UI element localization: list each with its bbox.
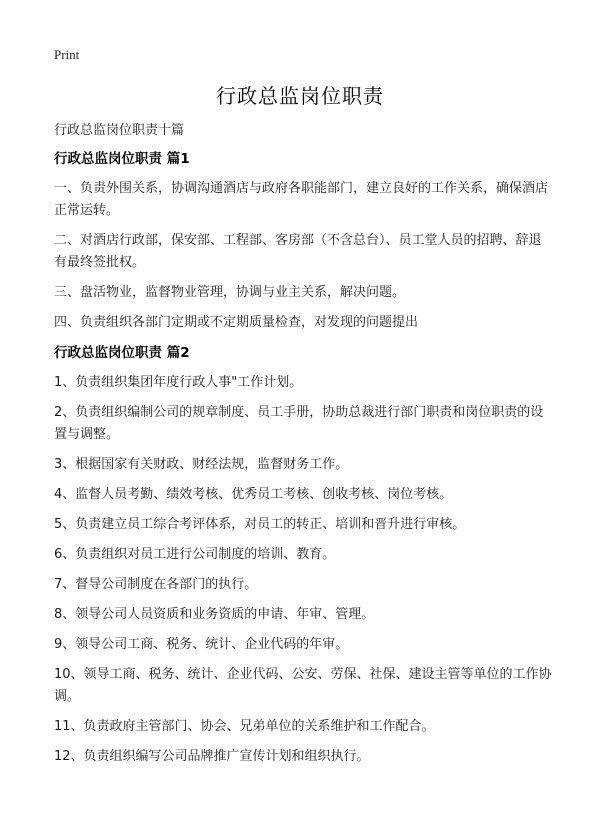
list-item: 一、负责外围关系，协调沟通酒店与政府各职能部门，建立良好的工作关系，确保酒店正常运转。 xyxy=(54,181,549,218)
list-item: 四、负责组织各部门定期或不定期质量检查，对发现的问题提出 xyxy=(54,315,419,330)
list-item: 6、负责组织对员工进行公司制度的培训、教育。 xyxy=(54,547,336,562)
list-item: 11、负责政府主管部门、协会、兄弟单位的关系维护和工作配合。 xyxy=(54,719,435,734)
document-subtitle: 行政总监岗位职责十篇 xyxy=(54,123,185,138)
section-heading: 行政总监岗位职责 篇1 xyxy=(54,151,190,167)
section-1 xyxy=(54,148,554,334)
document-title: 行政总监岗位职责 xyxy=(216,84,384,108)
list-item: 三、盘活物业，监督物业管理，协调与业主关系，解决问题。 xyxy=(54,285,406,300)
list-item: 8、领导公司人员资质和业务资质的申请、年审、管理。 xyxy=(54,607,375,622)
section-2 xyxy=(54,342,554,768)
list-item: 3、根据国家有关财政、财经法规，监督财务工作。 xyxy=(54,457,349,472)
list-item: 5、负责建立员工综合考评体系，对员工的转正、培训和晋升进行审核。 xyxy=(54,517,466,532)
list-item: 12、负责组织编写公司品牌推广宣传计划和组织执行。 xyxy=(54,749,370,764)
list-item: 2、负责组织编制公司的规章制度、员工手册，协助总裁进行部门职责和岗位职责的设置与调整。 xyxy=(54,405,544,442)
list-item: 1、负责组织集团年度行政人事"工作计划。 xyxy=(54,375,303,390)
list-item: 二、对酒店行政部，保安部、工程部、客房部（不含总台）、员工堂人员的招聘、辞退有最终签批权。 xyxy=(54,233,542,270)
list-item: 7、督导公司制度在各部门的执行。 xyxy=(54,577,258,592)
list-item: 10、领导工商、税务、统计、企业代码、公安、劳保、社保、建设主管等单位的工作协调。 xyxy=(54,667,552,704)
print-label: Print xyxy=(54,47,80,62)
section-heading: 行政总监岗位职责 篇2 xyxy=(54,345,190,361)
list-item: 4、监督人员考勤、绩效考核、优秀员工考核、创收考核、岗位考核。 xyxy=(54,487,453,502)
list-item: 9、领导公司工商、税务、统计、企业代码的年审。 xyxy=(54,637,349,652)
document-body xyxy=(54,120,554,776)
